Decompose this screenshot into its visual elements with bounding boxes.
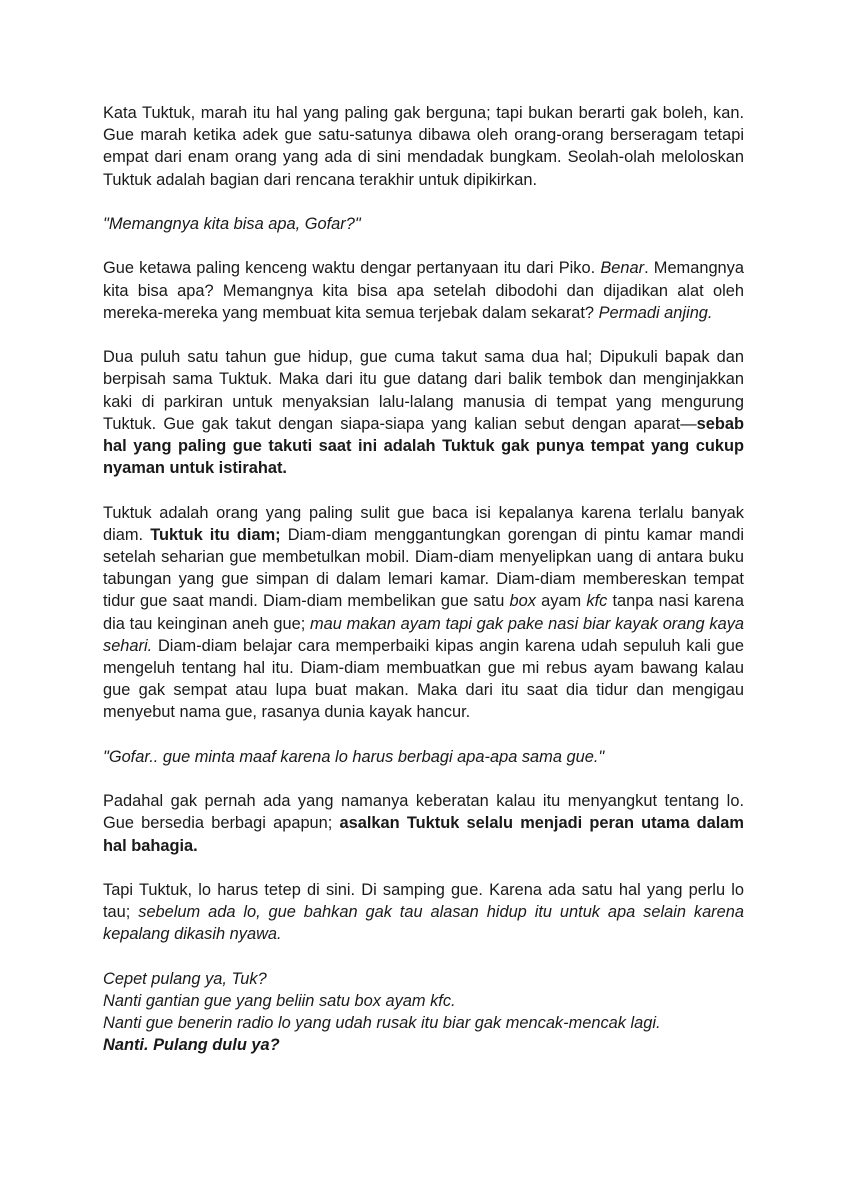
p5-italic-kfc: kfc xyxy=(586,592,608,611)
p5-text-a: Tuktuk adalah orang yang paling sulit gue baca isi kepalanya karena terlalu banyak diam. xyxy=(103,503,744,544)
paragraph-4 xyxy=(103,346,744,479)
p3-text-c: . Memangnya kita bisa apa? Memangnya kita bisa apa setelah dibodohi dan dijadikan alat oleh mereka-mereka yang membuat kita semua terjebak dalam sekarat? xyxy=(103,259,744,322)
p5-text-i: Diam-diam belajar cara memperbaiki kipas angin karena udah sepuluh kali gue mengeluh tentang hal itu. Diam-diam membuatkan gue mi rebus ayam bawang kalau gue gak sempat atau lupa buat makan. Maka dari itu saat dia tidur dan mengigau menyebut nama gue, rasanya dunia kayak hancur. xyxy=(103,636,744,722)
p7-bold: asalkan Tuktuk selalu menjadi peran utama dalam hal bahagia. xyxy=(103,814,744,855)
quote-text: "Memangnya kita bisa apa, Gofar?" xyxy=(103,215,361,233)
p4-bold: sebab hal yang paling gue takuti saat ini adalah Tuktuk gak punya tempat yang cukup nyaman untuk istirahat. xyxy=(103,414,744,478)
p3-text-a: Gue ketawa paling kenceng waktu dengar pertanyaan itu dari Piko. xyxy=(103,259,601,278)
p7-text-a: Padahal gak pernah ada yang namanya keberatan kalau itu menyangkut tentang lo. Gue bersedia berbagi apapun; xyxy=(103,792,744,833)
p5-text-g: tanpa nasi karena dia tau keinginan aneh gue; xyxy=(103,592,744,633)
p3-italic-end: Permadi anjing. xyxy=(598,303,713,322)
paragraph-2-quote xyxy=(103,213,744,235)
paragraph-8 xyxy=(103,879,744,946)
p3-italic-benar: Benar xyxy=(600,259,645,278)
p5-italic-box: box xyxy=(509,592,536,611)
paragraph-9-closing xyxy=(103,968,744,1057)
closing-line-3: Nanti gue benerin radio lo yang udah rusak itu biar gak mencak-mencak lagi. xyxy=(103,1014,661,1033)
p4-text-a: Dua puluh satu tahun gue hidup, gue cuma takut sama dua hal; Dipukuli bapak dan berpisah sama Tuktuk. Maka dari itu gue datang dari balik tembok dan menginjakkan kaki di parkiran untuk menyaksian lalu-lalang manusia di tempat yang mengurung Tuktuk. Gue gak takut dengan siapa-siapa yang kalian sebut dengan aparat— xyxy=(103,348,744,433)
p5-text-c: Diam-diam menggantungkan gorengan di pintu kamar mandi setelah seharian gue membetulkan mobil. Diam-diam menyelipkan uang di antara buku tabungan yang gue simpan di dalam lemari kamar. Diam-diam membereskan tempat tidur gue saat mandi. Diam-diam membelikan gue satu xyxy=(103,525,744,611)
closing-line-4 xyxy=(103,1034,744,1056)
p8-italic: sebelum ada lo, gue bahkan gak tau alasan hidup itu untuk apa selain karena kepalang dikasih nyawa. xyxy=(103,903,744,944)
paragraph-6-quote xyxy=(103,746,744,768)
paragraph-5 xyxy=(103,502,744,724)
document-page xyxy=(103,102,744,1057)
quote-text-2: "Gofar.. gue minta maaf karena lo harus berbagi apa-apa sama gue." xyxy=(103,747,605,766)
paragraph-3 xyxy=(103,257,744,324)
p5-text-e: ayam xyxy=(535,592,587,611)
closing-line-1: Cepet pulang ya, Tuk? xyxy=(103,969,267,988)
closing-line-2: Nanti gantian gue yang beliin satu box ayam kfc. xyxy=(103,992,456,1010)
paragraph-7 xyxy=(103,790,744,857)
p8-text-a: Tapi Tuktuk, lo harus tetep di sini. Di samping gue. Karena ada satu hal yang perlu lo tau; xyxy=(103,881,744,922)
closing-line-4-text: Nanti. Pulang dulu ya? xyxy=(103,1036,280,1055)
p5-bold: Tuktuk itu diam; xyxy=(150,525,281,544)
paragraph-1: Kata Tuktuk, marah itu hal yang paling gak berguna; tapi bukan berarti gak boleh, kan. Gue marah ketika adek gue satu-satunya dibawa oleh orang-orang berseragam tetapi empat dari enam orang yang ada di sini mendadak bungkam. Seolah-olah meloloskan Tuktuk adalah bagian dari rencana terakhir untuk dipikirkan. xyxy=(103,104,744,189)
p5-italic-wish: mau makan ayam tapi gak pake nasi biar kayak orang kaya sehari. xyxy=(103,614,745,655)
